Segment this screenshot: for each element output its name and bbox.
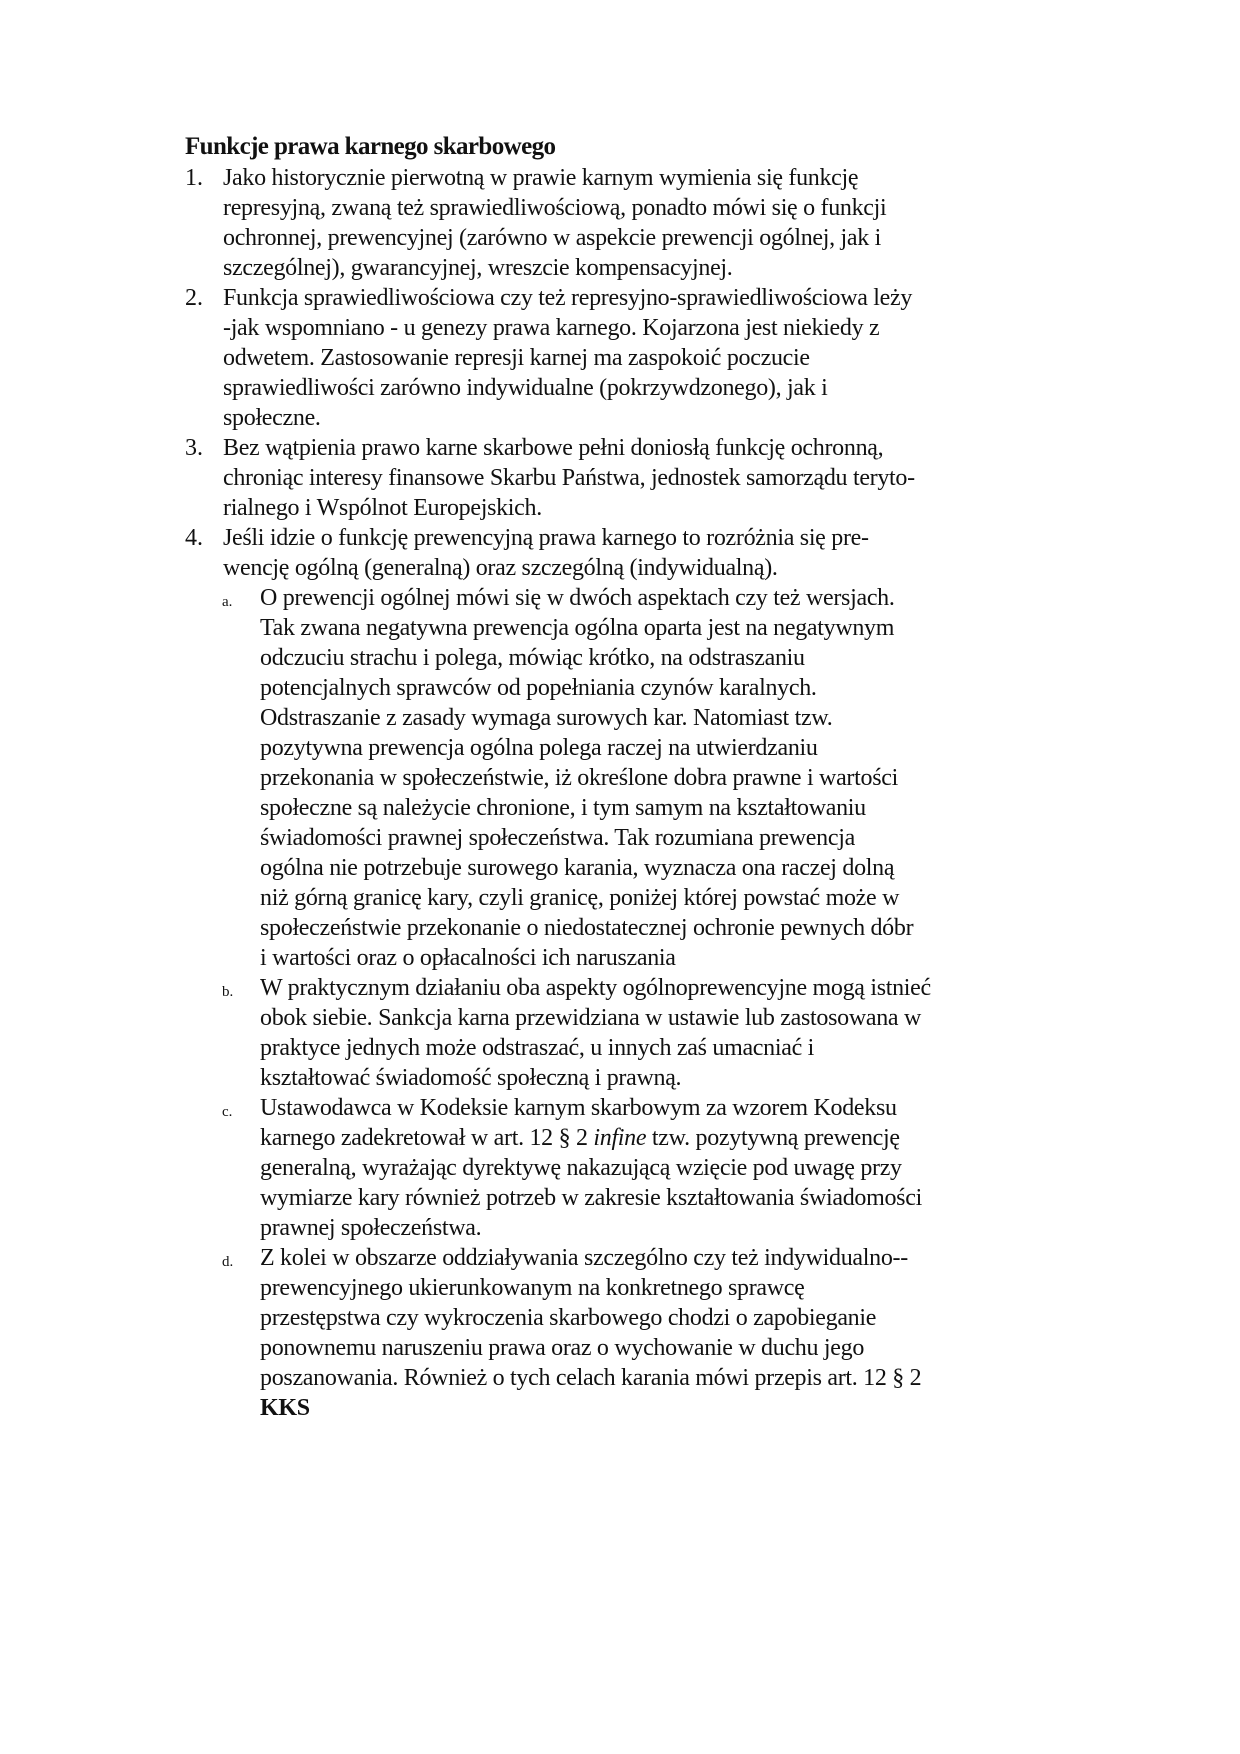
text-line: wencję ogólną (generalną) oraz szczególną (indywidualną). <box>223 555 778 581</box>
text-line: praktyce jednych może odstraszać, u innych zaś umacniać i <box>260 1035 814 1061</box>
text-line: sprawiedliwości zarówno indywidualne (pokrzywdzonego), jak i <box>223 375 828 401</box>
text-line: prawnej społeczeństwa. <box>260 1215 482 1241</box>
list-marker: 2. <box>185 285 203 311</box>
text-line: przekonania w społeczeństwie, iż określone dobra prawne i wartości <box>260 765 898 791</box>
text-line: potencjalnych sprawców od popełniania czynów karalnych. <box>260 675 817 701</box>
text-line: szczególnej), gwarancyjnej, wreszcie kompensacyjnej. <box>223 255 733 281</box>
text-line: karnego zadekretował w art. 12 § 2 infine tzw. pozytywną prewencję <box>260 1125 900 1151</box>
list-marker: d. <box>222 1254 234 1270</box>
text-line: ogólna nie potrzebuje surowego karania, wyznacza ona raczej dolną <box>260 855 895 881</box>
text-line: O prewencji ogólnej mówi się w dwóch aspektach czy też wersjach. <box>260 585 895 611</box>
text-line: obok siebie. Sankcja karna przewidziana w ustawie lub zastosowana w <box>260 1005 922 1031</box>
text-line: represyjną, zwaną też sprawiedliwościową, ponadto mówi się o funkcji <box>223 195 887 221</box>
text-line: poszanowania. Również o tych celach karania mówi przepis art. 12 § 2 <box>260 1365 922 1391</box>
text-line: społeczne są należycie chronione, i tym samym na kształtowaniu <box>260 795 866 821</box>
list-marker: 4. <box>185 525 203 551</box>
list-marker: c. <box>222 1104 233 1120</box>
text-line: społeczeństwie przekonanie o niedostatecznej ochronie pewnych dóbr <box>260 915 914 941</box>
list-marker: a. <box>222 594 233 610</box>
list-marker: b. <box>222 984 234 1000</box>
text-line: świadomości prawnej społeczeństwa. Tak rozumiana prewencja <box>260 825 855 851</box>
text-line: Jako historycznie pierwotną w prawie karnym wymienia się funkcję <box>223 165 859 191</box>
text-line: Odstraszanie z zasady wymaga surowych kar. Natomiast tzw. <box>260 705 833 731</box>
text-line: odwetem. Zastosowanie represji karnej ma zaspokoić poczucie <box>223 345 810 371</box>
text-line: Tak zwana negatywna prewencja ogólna oparta jest na negatywnym <box>260 615 895 641</box>
text-line: ochronnej, prewencyjnej (zarówno w aspekcie prewencji ogólnej, jak i <box>223 225 881 251</box>
text-line: prewencyjnego ukierunkowanym na konkretnego sprawcę <box>260 1275 805 1301</box>
text-line: Bez wątpienia prawo karne skarbowe pełni doniosłą funkcję ochronną, <box>223 435 884 461</box>
text-line: -jak wspomniano - u genezy prawa karnego. Kojarzona jest niekiedy z <box>223 315 880 341</box>
text-line: Z kolei w obszarze oddziaływania szczególno czy też indywidualno-- <box>260 1245 908 1271</box>
text-line: W praktycznym działaniu oba aspekty ogólnoprewencyjne mogą istnieć <box>260 975 931 1001</box>
list-marker: 3. <box>185 435 203 461</box>
text-line: rialnego i Wspólnot Europejskich. <box>223 495 542 521</box>
text-line: generalną, wyrażając dyrektywę nakazującą wzięcie pod uwagę przy <box>260 1155 902 1181</box>
document-title: Funkcje prawa karnego skarbowego <box>185 133 556 160</box>
text-line: wymiarze kary również potrzeb w zakresie kształtowania świadomości <box>260 1185 922 1211</box>
text-line: Funkcja sprawiedliwościowa czy też represyjno-sprawiedliwościowa leży <box>223 285 913 311</box>
text-line: pozytywna prewencja ogólna polega raczej na utwierdzaniu <box>260 735 818 761</box>
text-line: niż górną granicę kary, czyli granicę, poniżej której powstać może w <box>260 885 900 911</box>
text-line: KKS <box>260 1395 310 1421</box>
text-line: i wartości oraz o opłacalności ich naruszania <box>260 945 676 971</box>
text-line: ponownemu naruszeniu prawa oraz o wychowanie w duchu jego <box>260 1335 865 1361</box>
text-line: przestępstwa czy wykroczenia skarbowego chodzi o zapobieganie <box>260 1305 877 1331</box>
text-line: Ustawodawca w Kodeksie karnym skarbowym za wzorem Kodeksu <box>260 1095 897 1121</box>
text-line: odczuciu strachu i polega, mówiąc krótko, na odstraszaniu <box>260 645 805 671</box>
text-line: społeczne. <box>223 405 321 431</box>
text-line: kształtować świadomość społeczną i prawną. <box>260 1065 682 1091</box>
text-line: chroniąc interesy finansowe Skarbu Państwa, jednostek samorządu teryto- <box>223 465 915 491</box>
text-line: Jeśli idzie o funkcję prewencyjną prawa karnego to rozróżnia się pre- <box>223 525 869 551</box>
list-marker: 1. <box>185 165 203 191</box>
